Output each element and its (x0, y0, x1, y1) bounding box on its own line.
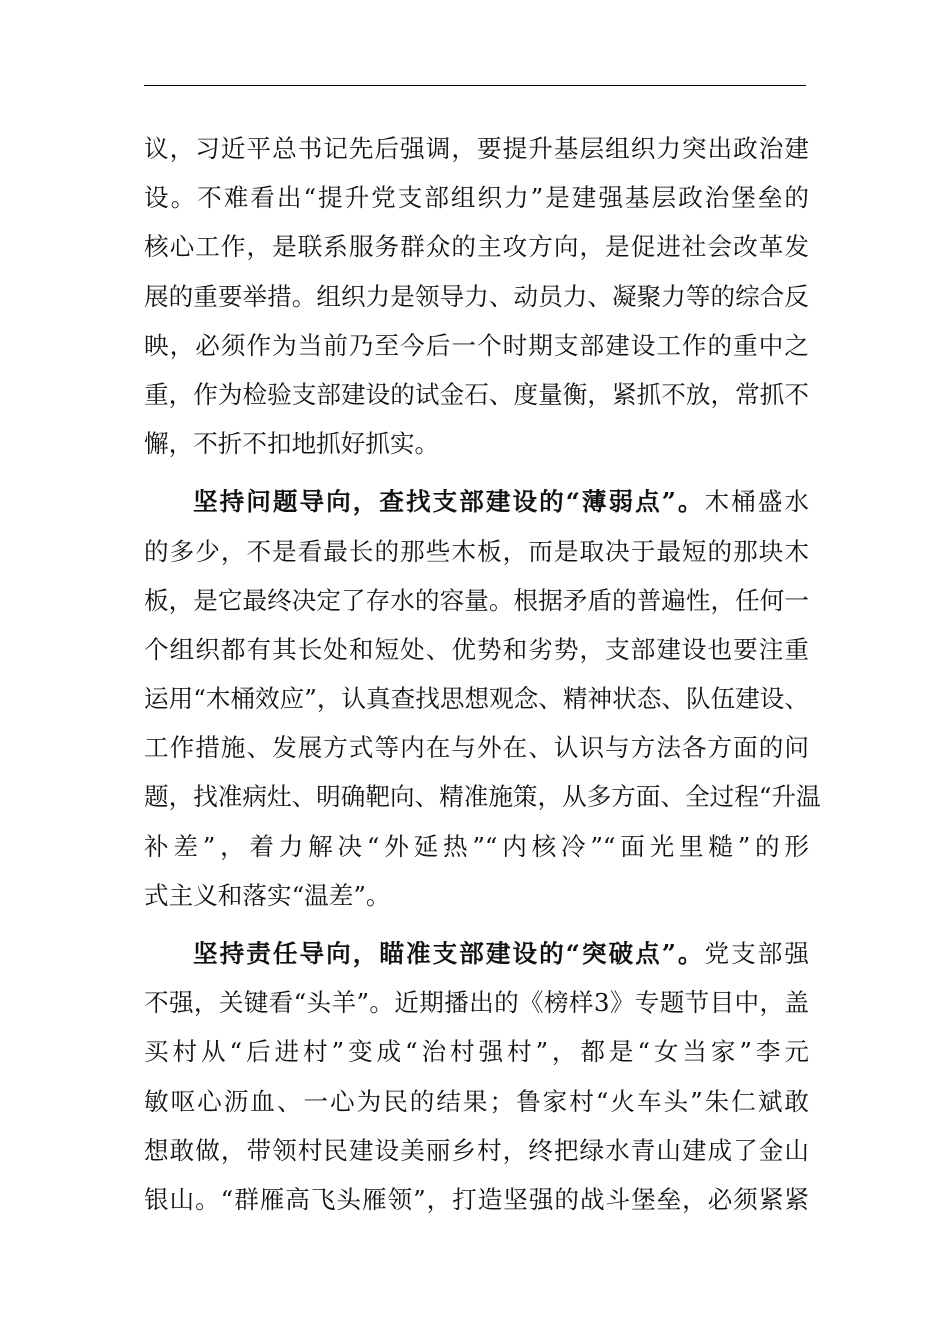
header-rule (144, 85, 806, 86)
text-line: 的多少，不是看最长的那些木板，而是取决于最短的那块木 (144, 536, 809, 566)
text-line: 核心工作，是联系服务群众的主攻方向，是促进社会改革发 (144, 232, 809, 262)
text-line: 银山。“群雁高飞头雁领”，打造坚强的战斗堡垒，必须紧紧 (144, 1184, 809, 1214)
text-run: 木桶盛水 (704, 487, 809, 517)
text-line: 式主义和落实“温差”。 (144, 880, 391, 910)
text-line: 个组织都有其长处和短处、优势和劣势，支部建设也要注重 (144, 634, 809, 664)
text-line: 买村从“后进村”变成“治村强村”，都是“女当家”李元 (144, 1037, 809, 1067)
paragraph-1 (144, 124, 809, 468)
text-line: 议，习近平总书记先后强调，要提升基层组织力突出政治建 (144, 134, 809, 163)
text-line: 题，找准病灶、明确靶向、精准施策，从多方面、全过程“升温 (144, 782, 821, 812)
paragraph-heading: 坚持责任导向，瞄准支部建设的“突破点”。 (193, 939, 705, 968)
text-line: 工作措施、发展方式等内在与外在、认识与方法各方面的问 (144, 733, 809, 763)
paragraph-3 (144, 929, 809, 1224)
paragraph-heading: 坚持问题导向，查找支部建设的“薄弱点”。 (193, 487, 705, 517)
document-body (144, 124, 821, 1224)
text-run: 党支部强 (704, 939, 809, 968)
text-line: 想敢做，带领村民建设美丽乡村，终把绿水青山建成了金山 (144, 1135, 809, 1165)
text-line: 补差”，着力解决“外延热”“内核冷”“面光里糙”的形 (144, 831, 809, 861)
text-line: 展的重要举措。组织力是领导力、动员力、凝聚力等的综合反 (144, 281, 809, 311)
text-line: 重，作为检验支部建设的试金石、度量衡，紧抓不放，常抓不 (144, 379, 809, 409)
text-line: 运用“木桶效应”，认真查找思想观念、精神状态、队伍建设、 (144, 684, 809, 714)
paragraph-2 (144, 477, 821, 920)
paragraph-first-line (144, 929, 809, 978)
text-line: 映，必须作为当前乃至今后一个时期支部建设工作的重中之 (144, 330, 809, 360)
text-line: 懈，不折不扣地抓好抓实。 (144, 429, 440, 459)
text-line: 设。不难看出“提升党支部组织力”是建强基层政治堡垒的 (144, 183, 809, 213)
text-line: 敏呕心沥血、一心为民的结果；鲁家村“火车头”朱仁斌敢 (144, 1086, 809, 1116)
paragraph-first-line (144, 477, 809, 526)
text-line: 板，是它最终决定了存水的容量。根据矛盾的普遍性，任何一 (144, 585, 809, 615)
text-line: 不强，关键看“头羊”。近期播出的《榜样3》专题节目中，盖 (144, 988, 809, 1018)
